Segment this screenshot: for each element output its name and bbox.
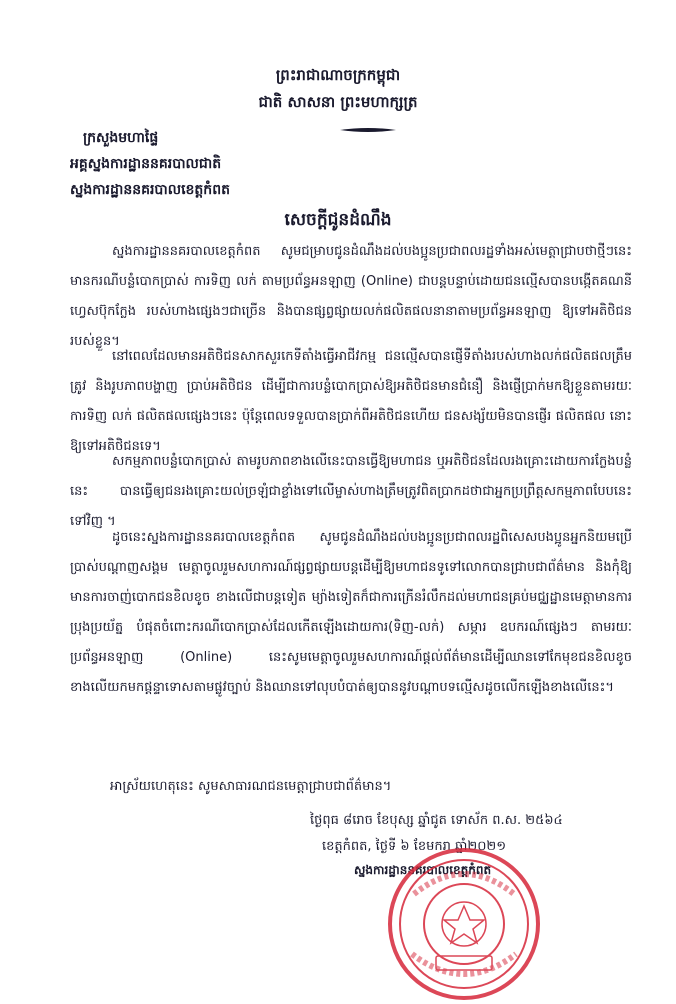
lunar-date: ថ្ងៃពុធ ៨រោច ខែបុស្ស ឆ្នាំជូត ទោស័ក ព.ស. ២៥៦៤	[310, 813, 563, 828]
paragraph-3: សកម្មភាពបន្លំបោកប្រាស់ តាមរូបភាពខាងលើនេះបានធ្វើឱ្យមហាជន ឬអតិថិជនដែលរងគ្រោះដោយការក្លែងបន្លំនេះ បានធ្វើឲ្យជនរងគ្រោះយល់ច្រឡំជាខ្លាំងទៅលើម្ចាស់ហាងត្រឹមត្រូវពិតប្រាកដថាជាអ្នកប្រព្រឹត្តសកម្មភាពបែបនេះទៅវិញ ។	[70, 454, 632, 529]
national-motto: ជាតិ សាសនា ព្រះមហាក្សត្រ	[258, 93, 418, 111]
solar-date: ខេត្តកំពត, ថ្ងៃទី ៦ ខែមករា ឆ្នាំ២០២១	[322, 839, 507, 854]
provincial-department-name: ស្នងការដ្ឋាននគរបាលខេត្តកំពត	[70, 182, 230, 198]
ministry-name: ក្រសួងមហាផ្ទៃ	[83, 130, 159, 146]
document-title: សេចក្តីជូនដំណឹង	[284, 210, 392, 230]
paragraph-1: ស្នងការដ្ឋាននគរបាលខេត្តកំពត សូមជម្រាបជូនដំណឹងដល់បងប្អូនប្រជាពលរដ្ឋទាំងអស់មេត្តាជ្រាបថាថ្មីៗនេះមានករណីបន្លំបោកប្រាស់ ការទិញ លក់ តាមប្រព័ន្ធអនឡាញ (Online) ជាបន្តបន្ទាប់ដោយជនល្មើសបានបង្កើតគណនីហ្វេសប៊ុកក្លែង របស់ហាងផ្សេងៗជាច្រើន និងបានផ្សព្វផ្សាយលក់ផលិតផលនានាតាមប្រព័ន្ធអនឡាញ ឱ្យទៅអតិថិជនរបស់ខ្លួន។	[70, 244, 632, 349]
paragraph-2: នៅពេលដែលមានអតិថិជនសាកសួរកេទីតាំងធ្វើអាជីវកម្ម ជនល្មើសបានផ្ញើទីតាំងរបស់ហាងលក់ផលិតផលត្រឹមត្រូវ និងរូបភាពបង្ហាញ ប្រាប់អតិថិជន ដើម្បីជាការបន្លំបោកប្រាស់ឱ្យអតិថិជនមានជំនឿ និងផ្ញើប្រាក់មកឱ្យខ្លួនតាមរយៈការទិញ លក់ ផលិតផលផ្សេងៗនេះ ប៉ុន្តែពេលទទួលបានប្រាក់ពីអតិថិជនហើយ ជនសង្ស័យមិនបានផ្ញើរ ផលិតផល នោះឱ្យទៅអតិថិជនទេ។	[70, 349, 632, 454]
paragraph-4: ដូចនេះស្នងការដ្ឋាននគរបាលខេត្តកំពត សូមជូនដំណឹងដល់បងប្អូនប្រជាពលរដ្ឋពិសេសបងប្អូនអ្នកនិយមប្រើប្រាស់បណ្តាញសង្គម មេត្តាចូលរួមសហការណ៍ផ្សព្វផ្សាយបន្តដើម្បីឱ្យមហាជនទូទៅលោកបានជ្រាបជាព័ត៌មាន និងកុំឱ្យមានការចាញ់បោកជនខិលខូច ខាងលើជាបន្តទៀត ម្យ៉ាងទៀតក៏ជាការក្រើនរំលឹកដល់មហាជនគ្រប់មជ្ឈដ្ឋានមេត្តាមានការប្រុងប្រយ័ត្ន បំផុតចំពោះករណីបោកប្រាស់ដែលកើតឡើងដោយការ(ទិញ-លក់) សម្ភារ ឧបករណ៍ផ្សេងៗ តាមរយៈប្រព័ន្ធអនឡាញ (Online) នេះសូមមេត្តាចូលរួមសហការណ៍ផ្តល់ព័ត៌មានដើម្បីឈានទៅកែមុខជនខិលខូចខាងលើយកមកផ្តន្ទាទោសតាមផ្លូវច្បាប់ និងឈានទៅលុបបំបាត់ឲ្យបាននូវបណ្តាបទល្មើសដូចលើកឡើងខាងលើនេះ។	[70, 530, 632, 695]
signer-name: ស្នងការដ្ឋាននគរបាលខេត្តកំពត	[354, 863, 492, 877]
general-department-name: អគ្គស្នងការដ្ឋាននគរបាលជាតិ	[70, 156, 222, 172]
closing-line: អាស្រ័យហេតុនេះ សូមសាធារណជនមេត្តាជ្រាបជាព័ត៌មាន។	[110, 779, 392, 794]
official-seal-stamp	[384, 844, 544, 1004]
kingdom-heading: ព្រះរាជាណាចក្រកម្ពុជា	[275, 66, 401, 84]
ornament-divider	[338, 126, 398, 134]
